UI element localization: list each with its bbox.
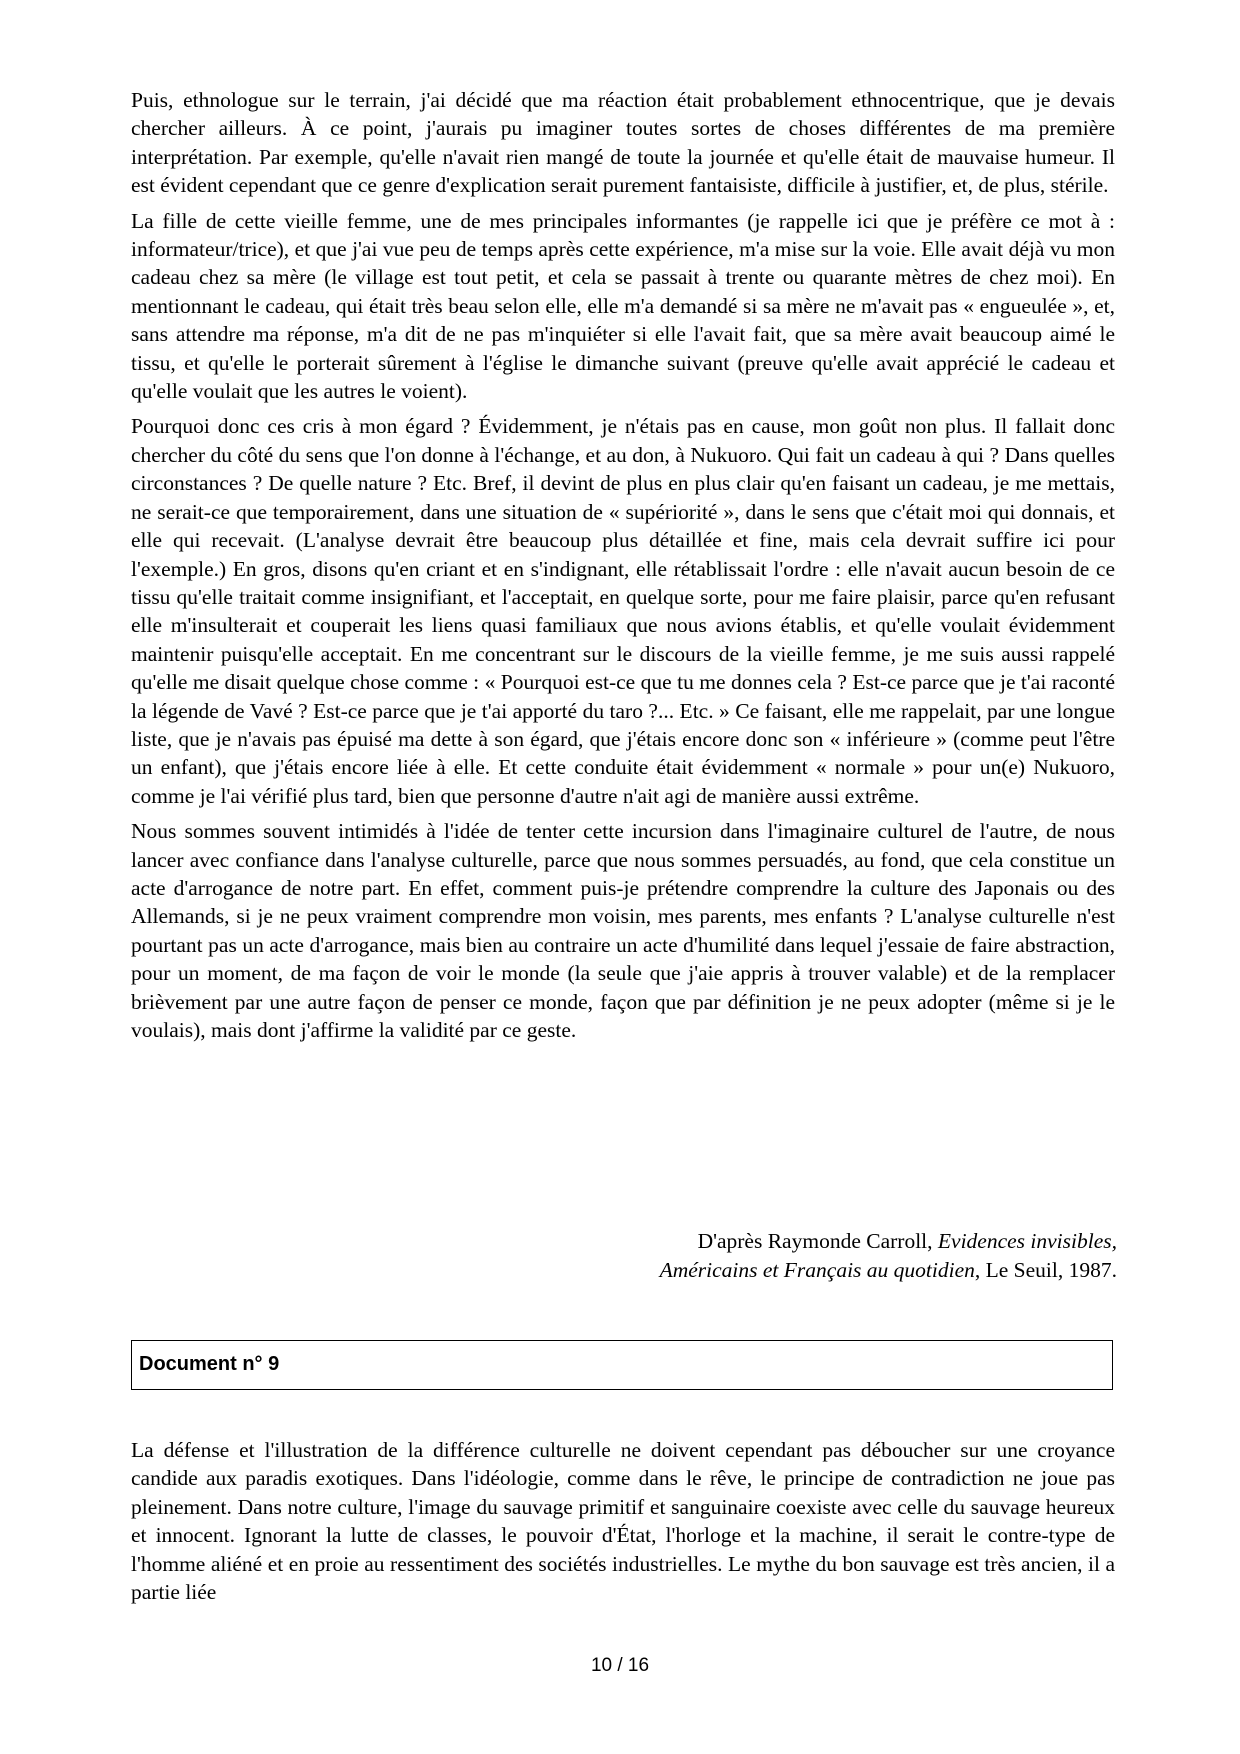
source-attribution <box>660 1227 1117 1285</box>
body-paragraph-3: Pourquoi donc ces cris à mon égard ? Évidemment, je n'étais pas en cause, mon goût non plus. Il fallait donc chercher du côté du sens que l'on donne à l'échange, et au don, à Nukuoro. Qui fait un cadeau à qui ? Dans quelles circonstances ? De quelle nature ? Etc. Bref, il devint de plus en plus clair qu'en faisant un cadeau, je me mettais, ne serait-ce que temporairement, dans une situation de « supériorité », dans le sens que c'était moi qui donnais, et elle qui recevait. (L'analyse devrait être beaucoup plus détaillée et fine, mais cela devrait suffire ici pour l'exemple.) En gros, disons qu'en criant et en s'indignant, elle rétablissait l'ordre : elle n'avait aucun besoin de ce tissu qu'elle traitait comme insignifiant, et l'acceptait, en quelque sorte, pour me faire plaisir, parce qu'en refusant elle m'insulterait et couperait les liens quasi familiaux que nous avions établis, et qu'elle voulait évidemment maintenir puisqu'elle acceptait. En me concentrant sur le discours de la vieille femme, je me suis aussi rappelé qu'elle me disait quelque chose comme : « Pourquoi est-ce que tu me donnes cela ? Est-ce parce que je t'ai raconté la légende de Vavé ? Est-ce parce que je t'ai apporté du taro ?... Etc. » Ce faisant, elle me rappelait, par une longue liste, que je n'avais pas épuisé ma dette à son égard, que j'étais encore donc son « inférieure » (comme peut l'être un enfant), que j'étais encore liée à elle. Et cette conduite était évidemment « normale » pour un(e) Nukuoro, comme je l'ai vérifié plus tard, bien que personne d'autre n'ait agi de manière aussi extrême. <box>131 414 1115 808</box>
attribution-suffix: , Le Seuil, 1987. <box>974 1258 1117 1282</box>
document-9-paragraph: La défense et l'illustration de la différence culturelle ne doivent cependant pas déboucher sur une croyance candide aux paradis exotiques. Dans l'idéologie, comme dans le rêve, le principe de contradiction ne joue pas pleinement. Dans notre culture, l'image du sauvage primitif et sanguinaire coexiste avec celle du sauvage heureux et innocent. Ignorant la lutte de classes, le pouvoir d'État, l'horloge et la machine, il serait le contre-type de l'homme aliéné et en proie au ressentiment des sociétés industrielles. Le mythe du bon sauvage est très ancien, il a partie liée <box>131 1438 1115 1605</box>
attribution-title-part-2: Américains et Français au quotidien <box>659 1258 975 1282</box>
attribution-line-2 <box>660 1256 1117 1285</box>
page-number: 10 / 16 <box>590 1655 650 1676</box>
attribution-prefix: D'après Raymonde Carroll, <box>697 1229 938 1253</box>
body-paragraph-4: Nous sommes souvent intimidés à l'idée de tenter cette incursion dans l'imaginaire culturel de l'autre, de nous lancer avec confiance dans l'analyse culturelle, parce que nous sommes persuadés, au fond, que cela constitue un acte d'arrogance de notre part. En effet, comment puis-je prétendre comprendre la culture des Japonais ou des Allemands, si je ne peux vraiment comprendre mon voisin, mes parents, mes enfants ? L'analyse culturelle n'est pourtant pas un acte d'arrogance, mais bien au contraire un acte d'humilité dans lequel j'essaie de faire abstraction, pour un moment, de ma façon de voir le monde (la seule que j'aie appris à trouver valable) et de la remplacer brièvement par une autre façon de penser ce monde, façon que par définition je ne peux adopter (même si je le voulais), mais dont j'affirme la validité par ce geste. <box>131 819 1115 1042</box>
body-paragraph-2: La fille de cette vieille femme, une de mes principales informantes (je rappelle ici que je préfère ce mot à : informateur/trice), et que j'ai vue peu de temps après cette expérience, m'a mise sur la voie. Elle avait déjà vu mon cadeau chez sa mère (le village est tout petit, et cela se passait à trente ou quarante mètres de chez moi). En mentionnant le cadeau, qui était très beau selon elle, elle m'a demandé si sa mère ne m'avait pas « engueulée », et, sans attendre ma réponse, m'a dit de ne pas m'inquiéter si elle l'avait fait, que sa mère avait beaucoup aimé le tissu, et qu'elle le porterait sûrement à l'église le dimanche suivant (preuve qu'elle avait apprécié le cadeau et qu'elle voulait que les autres le voient). <box>131 208 1115 404</box>
document-header-box <box>131 1340 1113 1390</box>
document-body <box>131 86 1115 1051</box>
document-number-label: Document n° 9 <box>139 1353 280 1375</box>
attribution-title-part-1: Evidences invisibles, <box>937 1229 1117 1253</box>
document-9-body <box>131 1436 1115 1613</box>
body-paragraph-1: Puis, ethnologue sur le terrain, j'ai décidé que ma réaction était probablement ethnocentrique, que je devais chercher ailleurs. À ce point, j'aurais pu imaginer toutes sortes de choses différentes de ma première interprétation. Par exemple, qu'elle n'avait rien mangé de toute la journée et qu'elle était de mauvaise humeur. Il est évident cependant que ce genre d'explication serait purement fantaisiste, difficile à justifier, et, de plus, stérile. <box>131 88 1115 198</box>
attribution-line-1 <box>660 1227 1117 1256</box>
